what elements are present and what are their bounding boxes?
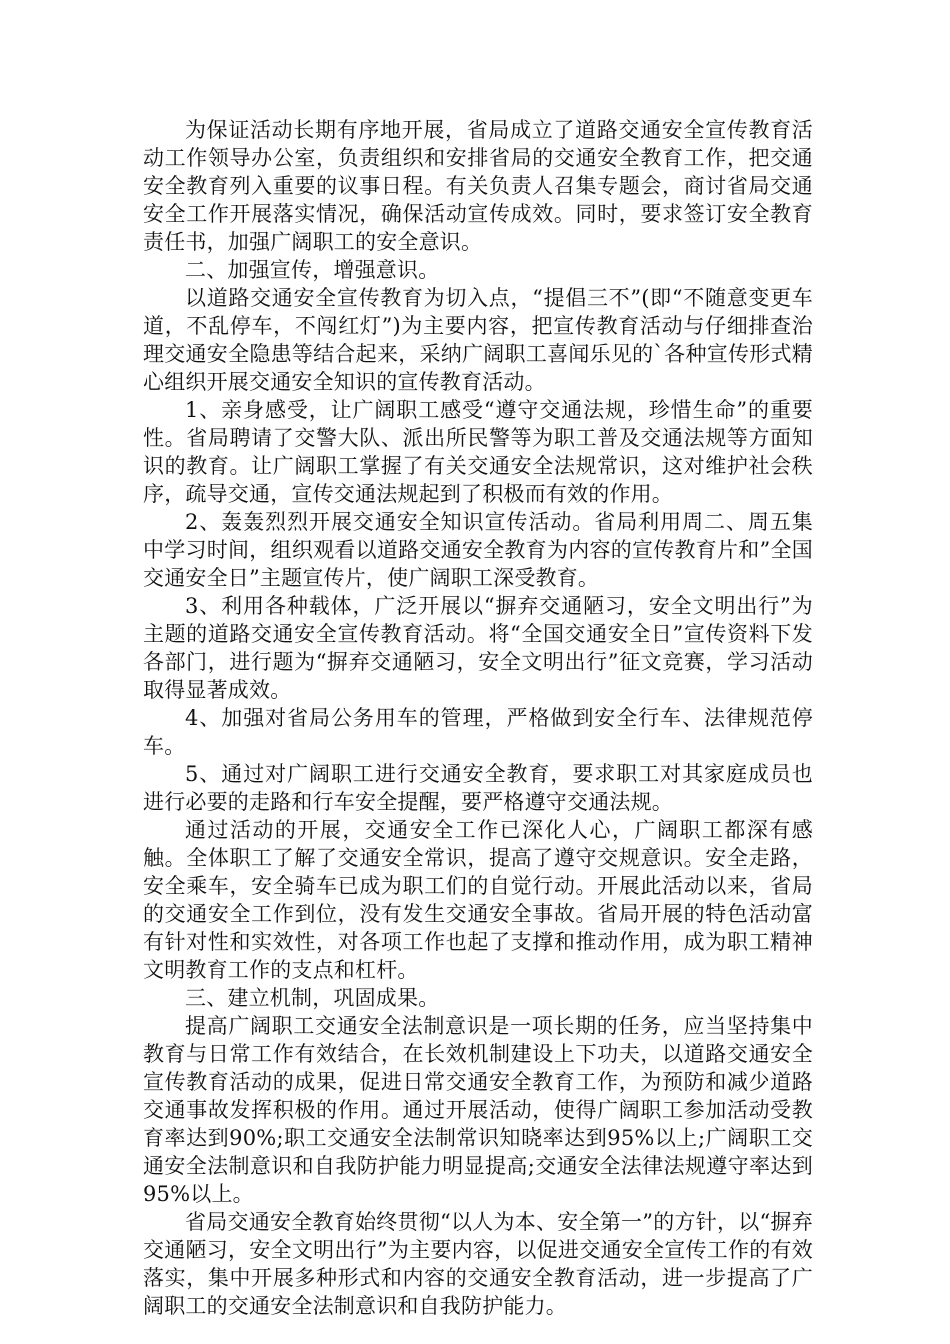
section-heading-2: 二、加强宣传，增强意识。 (185, 258, 440, 282)
list-item-1: 1、亲身感受，让广阔职工感受“遵守交通法规，珍惜生命”的重要性。省局聘请了交警大队、派出所民警等为职工普及交通法规等方面知识的教育。让广阔职工掌握了有关交通安全法规常识，这对维护社会秩序，疏导交通，宣传交通法规起到了积极而有效的作用。 (143, 398, 813, 506)
list-item-5: 5、通过对广阔职工进行交通安全教育，要求职工对其家庭成员也进行必要的走路和行车安全提醒，要严格遵守交通法规。 (143, 762, 813, 814)
paragraph-organization: 为保证活动长期有序地开展，省局成立了道路交通安全宣传教育活动工作领导办公室，负责组织和安排省局的交通安全教育工作，把交通安全教育列入重要的议事日程。有关负责人召集专题会，商讨省局交通安全工作开展落实情况，确保活动宣传成效。同时，要求签订安全教育责任书，加强广阔职工的安全意识。 (143, 118, 813, 254)
paragraph-publicity: 以道路交通安全宣传教育为切入点，“提倡三不”(即“不随意变更车道，不乱停车，不闯红灯”)为主要内容，把宣传教育活动与仔细排查治理交通安全隐患等结合起来，采纳广阔职工喜闻乐见的`各种宣传形式精心组织开展交通安全知识的宣传教育活动。 (143, 286, 813, 394)
section-heading-3: 三、建立机制，巩固成果。 (185, 986, 440, 1010)
list-item-2: 2、轰轰烈烈开展交通安全知识宣传活动。省局利用周二、周五集中学习时间，组织观看以道路交通安全教育为内容的宣传教育片和”全国交通安全日”主题宣传片，使广阔职工深受教育。 (143, 510, 813, 590)
list-item-4: 4、加强对省局公务用车的管理，严格做到安全行车、法律规范停车。 (143, 706, 813, 758)
paragraph-conclusion: 省局交通安全教育始终贯彻“以人为本、安全第一”的方针，以“摒弃交通陋习，安全文明出行”为主要内容，以促进交通安全宣传工作的有效落实，集中开展多种形式和内容的交通安全教育活动，进一步提高了广阔职工的交通安全法制意识和自我防护能力。 (143, 1210, 813, 1318)
paragraph-results: 通过活动的开展，交通安全工作已深化人心，广阔职工都深有感触。全体职工了解了交通安全常识，提高了遵守交规意识。安全走路，安全乘车，安全骑车已成为职工们的自觉行动。开展此活动以来，省局的交通安全工作到位，没有发生交通安全事故。省局开展的特色活动富有针对性和实效性，对各项工作也起了支撑和推动作用，成为职工精神文明教育工作的支点和杠杆。 (143, 818, 813, 982)
list-item-3: 3、利用各种载体，广泛开展以“摒弃交通陋习，安全文明出行”为主题的道路交通安全宣传教育活动。将“全国交通安全日”宣传资料下发各部门，进行题为“摒弃交通陋习，安全文明出行”征文竞赛，学习活动取得显著成效。 (143, 594, 813, 702)
paragraph-mechanism: 提高广阔职工交通安全法制意识是一项长期的任务，应当坚持集中教育与日常工作有效结合，在长效机制建设上下功夫，以道路交通安全宣传教育活动的成果，促进日常交通安全教育工作，为预防和减少道路交通事故发挥积极的作用。通过开展活动，使得广阔职工参加活动受教育率达到90%;职工交通安全法制常识知晓率达到95%以上;广阔职工交通安全法制意识和自我防护能力明显提高;交通安全法律法规遵守率达到95%以上。 (143, 1014, 813, 1206)
document-body (143, 116, 813, 1320)
